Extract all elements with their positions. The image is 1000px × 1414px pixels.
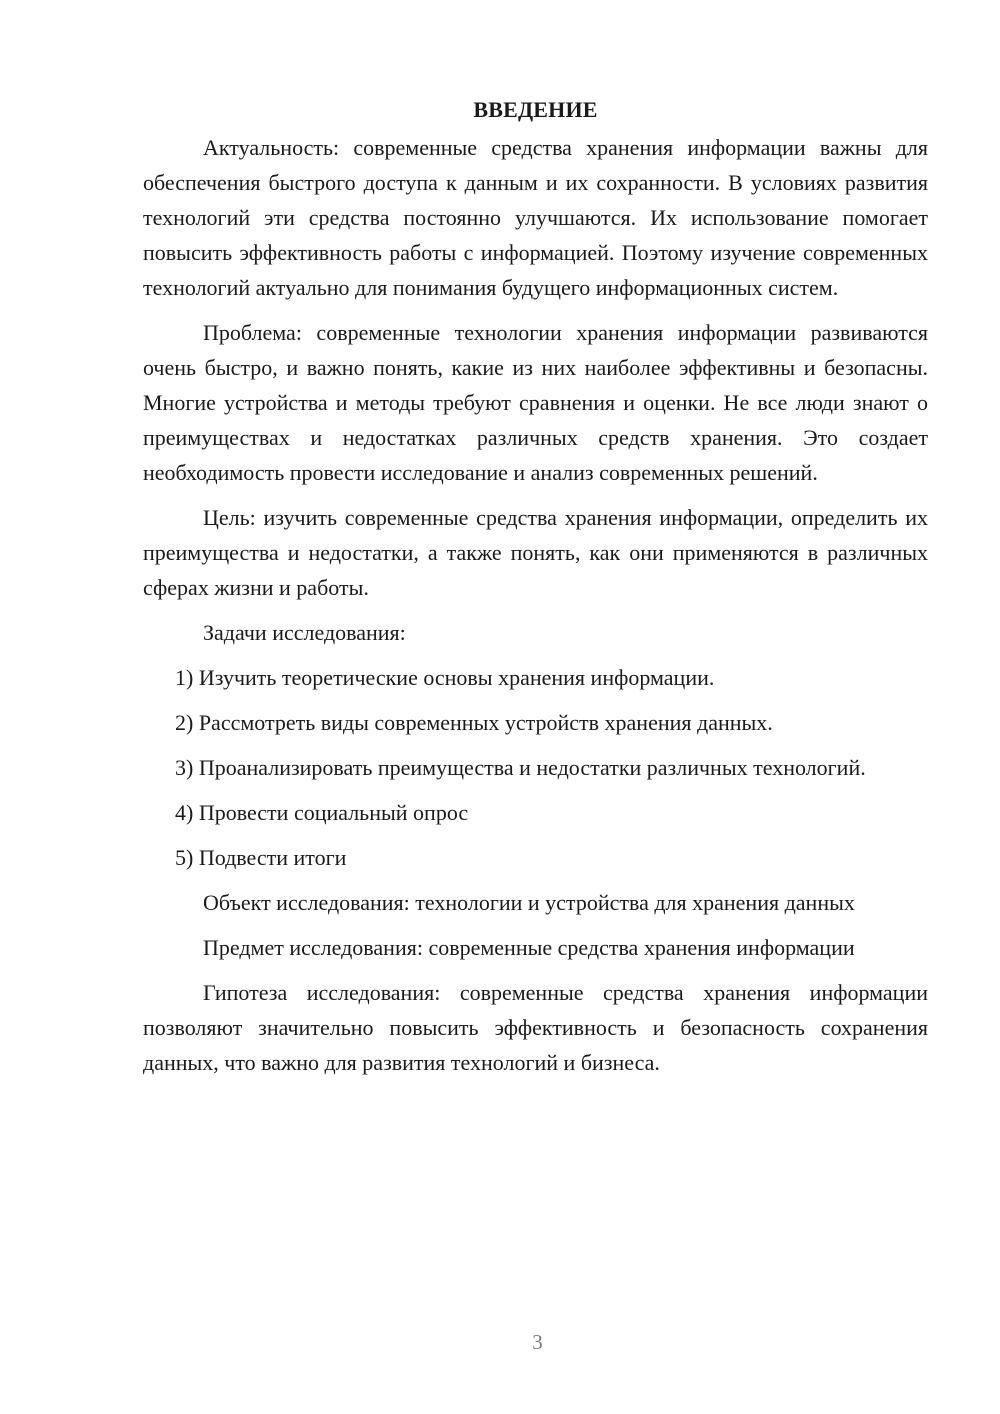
subject-paragraph: Предмет исследования: современные средства хранения информации — [203, 935, 855, 960]
task-item-4: 4) Провести социальный опрос — [175, 800, 469, 825]
hypothesis-paragraph: Гипотеза исследования: современные средства хранения информации позволяют значительно повысить эффективность и безопасность сохранения данных, что важно для развития технологий и бизнеса. — [143, 980, 928, 1075]
problem-paragraph: Проблема: современные технологии хранения информации развиваются очень быстро, и важно понять, какие из них наиболее эффективны и безопасны. Многие устройства и методы требуют сравнения и оценки. Не все люди знают о преимуществах и недостатках различных средств хранения. Это создает необходимость провести исследование и анализ современных решений. — [143, 320, 928, 485]
task-item-3: 3) Проанализировать преимущества и недостатки различных технологий. — [175, 755, 866, 780]
goal-paragraph: Цель: изучить современные средства хранения информации, определить их преимущества и недостатки, а также понять, как они применяются в различных сферах жизни и работы. — [143, 505, 928, 600]
relevance-paragraph: Актуальность: современные средства хранения информации важны для обеспечения быстрого доступа к данным и их сохранности. В условиях развития технологий эти средства постоянно улучшаются. Их использование помогает повысить эффективность работы с информацией. Поэтому изучение современных технологий актуально для понимания будущего информационных систем. — [143, 135, 928, 300]
page-number: 3 — [532, 1330, 543, 1354]
section-title: ВВЕДЕНИЕ — [473, 97, 598, 122]
task-item-2: 2) Рассмотреть виды современных устройств хранения данных. — [175, 710, 773, 735]
object-paragraph: Объект исследования: технологии и устройства для хранения данных — [203, 890, 855, 915]
document-page — [143, 92, 928, 1090]
task-item-1: 1) Изучить теоретические основы хранения информации. — [175, 665, 715, 690]
task-item-5: 5) Подвести итоги — [175, 845, 347, 870]
tasks-heading: Задачи исследования: — [203, 620, 406, 645]
